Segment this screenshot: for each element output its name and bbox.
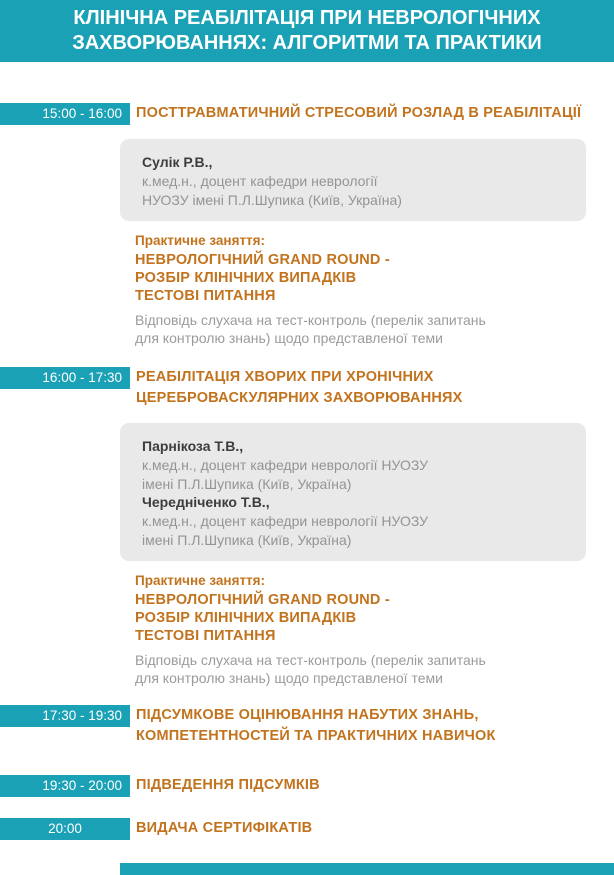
page-header bbox=[0, 0, 614, 62]
session-title-line: ЦЕРЕБРОВАСКУЛЯРНИХ ЗАХВОРЮВАННЯХ bbox=[136, 390, 463, 406]
speaker-detail: к.мед.н., доцент кафедри неврології bbox=[142, 173, 378, 189]
session-3-row bbox=[0, 705, 614, 747]
session-title-line: ПІДСУМКОВЕ ОЦІНЮВАННЯ НАБУТИХ ЗНАНЬ, bbox=[136, 707, 479, 723]
time-badge: 17:30 - 19:30 bbox=[0, 705, 130, 727]
practice-description-line: Відповідь слухача на тест-контроль (перелік запитань bbox=[135, 312, 486, 328]
session-2 bbox=[0, 367, 614, 687]
speaker bbox=[142, 493, 566, 549]
page-title-line-2: ЗАХВОРЮВАННЯХ: АЛГОРИТМИ ТА ПРАКТИКИ bbox=[72, 32, 542, 54]
speaker-name: Сулік Р.В., bbox=[142, 154, 213, 170]
practice-title-line: РОЗБІР КЛІНІЧНИХ ВИПАДКІВ bbox=[135, 610, 357, 626]
session-title-line: РЕАБІЛІТАЦІЯ ХВОРИХ ПРИ ХРОНІЧНИХ bbox=[136, 369, 434, 385]
speaker-card bbox=[120, 423, 586, 561]
session-title-line: ПІДВЕДЕННЯ ПІДСУМКІВ bbox=[136, 777, 320, 793]
practice-block bbox=[135, 572, 614, 687]
session-title bbox=[136, 367, 463, 409]
practice-title-line: НЕВРОЛОГІЧНИЙ GRAND ROUND - bbox=[135, 252, 390, 268]
practice-title-line: НЕВРОЛОГІЧНИЙ GRAND ROUND - bbox=[135, 592, 390, 608]
session-title bbox=[136, 103, 581, 124]
speaker-detail: НУОЗУ імені П.Л.Шупика (Київ, Україна) bbox=[142, 191, 402, 208]
session-title-line: ВИДАЧА СЕРТИФІКАТІВ bbox=[136, 820, 313, 836]
time-badge: 19:30 - 20:00 bbox=[0, 775, 130, 797]
session-1 bbox=[0, 103, 614, 347]
speaker-detail: імені П.Л.Шупика (Київ, Україна) bbox=[142, 531, 352, 548]
page-title-line-1: КЛІНІЧНА РЕАБІЛІТАЦІЯ ПРИ НЕВРОЛОГІЧНИХ bbox=[73, 7, 541, 29]
time-badge: 16:00 - 17:30 bbox=[0, 367, 130, 389]
practice-description-line: для контролю знань) щодо представленої теми bbox=[135, 329, 443, 346]
time-badge: 20:00 bbox=[0, 818, 130, 840]
time-badge: 15:00 - 16:00 bbox=[0, 103, 130, 125]
practice-label: Практичне заняття: bbox=[135, 233, 266, 248]
practice-label: Практичне заняття: bbox=[135, 573, 266, 588]
speaker-detail: імені П.Л.Шупика (Київ, Україна) bbox=[142, 475, 352, 492]
session-3 bbox=[0, 705, 614, 747]
session-5-row bbox=[0, 818, 614, 840]
speaker bbox=[142, 153, 566, 209]
footer-accent-bar bbox=[120, 863, 614, 875]
practice-block bbox=[135, 232, 614, 347]
practice-description-line: для контролю знань) щодо представленої теми bbox=[135, 669, 443, 686]
speaker-detail: к.мед.н., доцент кафедри неврології НУОЗУ bbox=[142, 513, 429, 529]
session-title bbox=[136, 818, 312, 839]
practice-title-line: ТЕСТОВІ ПИТАННЯ bbox=[135, 288, 276, 304]
session-title bbox=[136, 705, 496, 747]
session-title-line: КОМПЕТЕНТНОСТЕЙ ТА ПРАКТИЧНИХ НАВИЧОК bbox=[136, 728, 496, 744]
practice-description bbox=[135, 652, 614, 687]
session-1-row bbox=[0, 103, 614, 125]
session-4 bbox=[0, 775, 614, 797]
session-title-line: ПОСТТРАВМАТИЧНИЙ СТРЕСОВИЙ РОЗЛАД В РЕАБІЛІТАЦІЇ bbox=[136, 105, 582, 121]
practice-title-line: РОЗБІР КЛІНІЧНИХ ВИПАДКІВ bbox=[135, 270, 357, 286]
speaker bbox=[142, 437, 566, 493]
speaker-card bbox=[120, 139, 586, 221]
session-2-row bbox=[0, 367, 614, 409]
practice-description bbox=[135, 312, 614, 347]
speaker-name: Чередніченко Т.В., bbox=[142, 494, 270, 510]
session-4-row bbox=[0, 775, 614, 797]
practice-title-line: ТЕСТОВІ ПИТАННЯ bbox=[135, 628, 276, 644]
speaker-name: Парнікоза Т.В., bbox=[142, 438, 244, 454]
session-5 bbox=[0, 818, 614, 840]
session-title bbox=[136, 775, 320, 796]
speaker-detail: к.мед.н., доцент кафедри неврології НУОЗУ bbox=[142, 457, 429, 473]
practice-description-line: Відповідь слухача на тест-контроль (перелік запитань bbox=[135, 652, 486, 668]
